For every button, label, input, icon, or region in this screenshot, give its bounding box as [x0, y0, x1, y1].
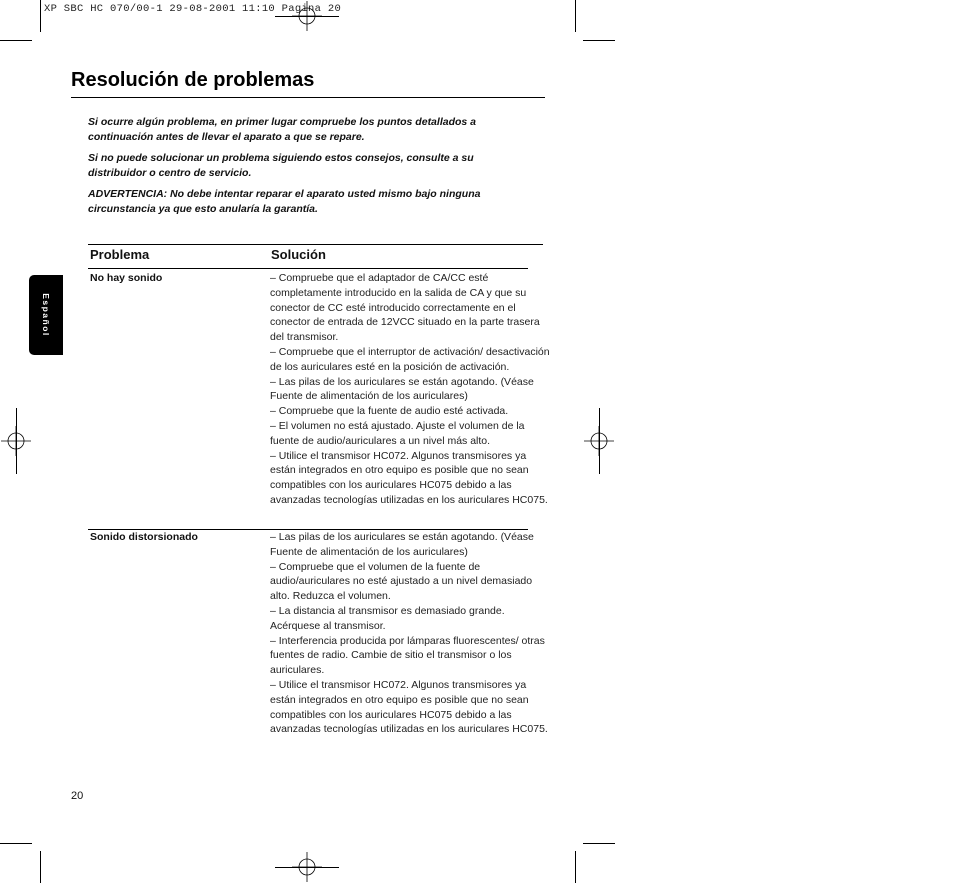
solution-item: – Compruebe que el adaptador de CA/CC esté completamente introducido en la salida de CA y que su conector de CC esté introducido correctamente en el conector de entrada de 12VCC situado en la parte trasera del transmisor.	[270, 272, 540, 344]
crop-mark-top-right-h	[583, 40, 615, 41]
page-number: 20	[71, 790, 84, 802]
solution-item: – Compruebe que la fuente de audio esté activada.	[270, 405, 509, 418]
crop-mark-top-left-h	[0, 40, 32, 41]
solution-item: – Las pilas de los auriculares se están agotando. (Véase Fuente de alimentación de los auriculares)	[270, 531, 534, 558]
page-title: Resolución de problemas	[71, 69, 315, 91]
solution-list-distorted-sound	[270, 530, 550, 737]
solution-item: – Compruebe que el volumen de la fuente de audio/auriculares no esté ajustado a un nivel demasiado alto. Reduzca el volumen.	[270, 560, 533, 603]
intro-notes	[88, 115, 528, 223]
crop-mark-bottom-right-h	[583, 843, 615, 844]
solution-item: – Las pilas de los auriculares se están agotando. (Véase Fuente de alimentación de los auriculares)	[270, 375, 534, 403]
title-divider	[71, 97, 545, 98]
table-top-divider	[88, 244, 543, 245]
registration-mark-top-icon	[292, 1, 322, 31]
column-header-problem: Problema	[90, 247, 150, 262]
crop-mark-bottom-left-h	[0, 843, 32, 844]
solution-item: – Interferencia producida por lámparas fluorescentes/ otras fuentes de radio. Cambie de sitio el transmisor o los auriculares.	[270, 634, 545, 677]
print-slug: XP SBC HC 070/00-1 29-08-2001 11:10 Pagina 20	[44, 3, 342, 15]
column-header-solution: Solución	[271, 247, 326, 262]
crop-mark-bottom-right-v	[575, 851, 576, 883]
registration-line-right	[599, 408, 600, 474]
crop-mark-bottom-left-v	[40, 851, 41, 883]
solution-item: – La distancia al transmisor es demasiado grande. Acérquese al transmisor.	[270, 604, 505, 632]
language-side-tab-label: Español	[41, 293, 51, 337]
crop-mark-top-right-v	[575, 0, 576, 32]
problem-no-sound: No hay sonido	[90, 272, 163, 284]
intro-note: Si ocurre algún problema, en primer lugar compruebe los puntos detallados a continuación antes de llevar el aparato a que se repare.	[88, 116, 476, 143]
intro-note: Si no puede solucionar un problema siguiendo estos consejos, consulte a su distribuidor o centro de servicio.	[88, 152, 474, 179]
solution-item: – Utilice el transmisor HC072. Algunos transmisores ya están integrados en otro equipo es posible que no sean compatibles con los auriculares HC075 debido a las avanzadas tecnologías utilizadas en los auriculares HC075.	[270, 678, 548, 736]
table-header-divider	[88, 268, 528, 269]
registration-line-left	[16, 408, 17, 474]
crop-mark-top-left-v	[40, 0, 41, 32]
solution-item: – El volumen no está ajustado. Ajuste el volumen de la fuente de audio/auriculares a un nivel más alto.	[270, 419, 525, 447]
solution-list-no-sound	[270, 271, 550, 508]
registration-mark-bottom-icon	[292, 852, 322, 882]
warning-note: ADVERTENCIA: No debe intentar reparar el aparato usted mismo bajo ninguna circunstancia ya que esto anularía la garantía.	[88, 188, 481, 215]
problem-distorted-sound: Sonido distorsionado	[90, 531, 198, 543]
solution-item: – Compruebe que el interruptor de activación/ desactivación de los auriculares esté en la posición de activación.	[270, 345, 550, 373]
solution-item: – Utilice el transmisor HC072. Algunos transmisores ya están integrados en otro equipo es posible que no sean compatibles con los auriculares HC075 debido a las avanzadas tecnologías utilizadas en los auriculares HC075.	[270, 449, 548, 506]
language-side-tab	[29, 275, 63, 355]
